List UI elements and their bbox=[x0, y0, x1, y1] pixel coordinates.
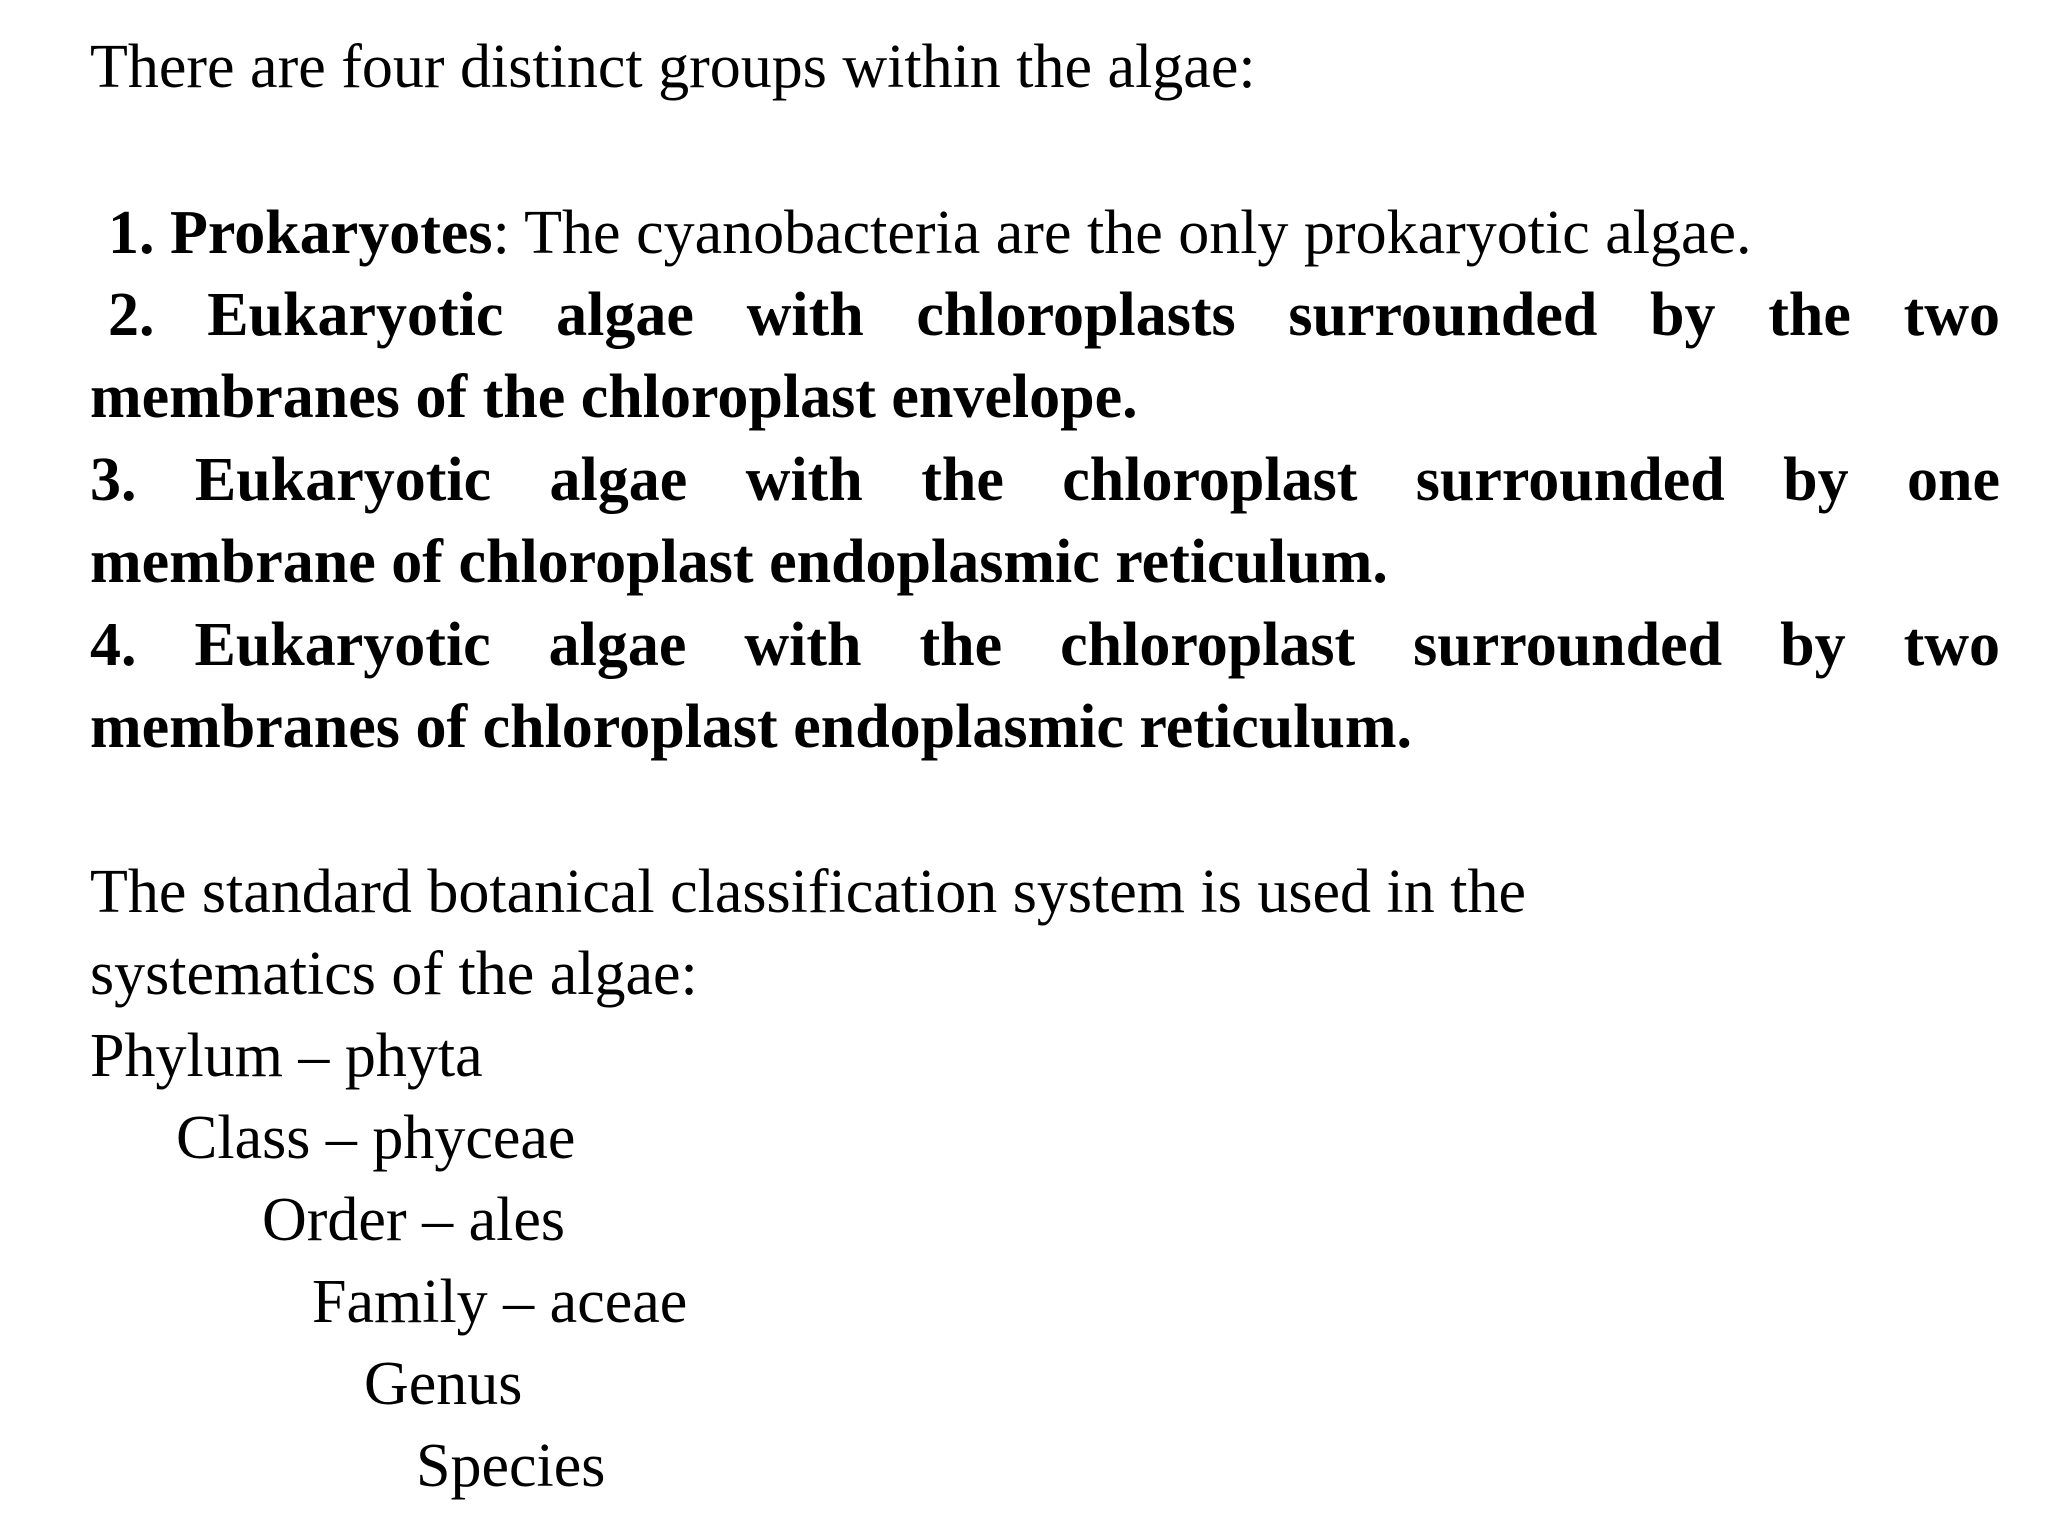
group-4-line-1: 4. Eukaryotic algae with the chloroplast surrounded by two bbox=[90, 611, 2000, 679]
group-1-number: 1. bbox=[108, 199, 155, 267]
rank-phylum: Phylum – phyta bbox=[90, 1022, 483, 1090]
classification-intro-line-2: systematics of the algae: bbox=[90, 940, 698, 1008]
group-1-term: Prokaryotes bbox=[170, 199, 493, 267]
classification-intro-line-1: The standard botanical classification system is used in the bbox=[90, 858, 1526, 926]
group-2-line-1: 2. Eukaryotic algae with chloroplasts surrounded by the two bbox=[108, 281, 2000, 349]
rank-genus: Genus bbox=[364, 1350, 523, 1418]
rank-species: Species bbox=[416, 1432, 606, 1500]
group-3-line-1: 3. Eukaryotic algae with the chloroplast surrounded by one bbox=[90, 446, 2000, 514]
group-1 bbox=[108, 192, 1752, 274]
intro-sentence: There are four distinct groups within the algae: bbox=[90, 33, 1256, 101]
group-3-line-2: membrane of chloroplast endoplasmic reticulum. bbox=[90, 528, 1388, 596]
rank-family: Family – aceae bbox=[312, 1268, 688, 1336]
group-2-line-2: membranes of the chloroplast envelope. bbox=[90, 363, 1138, 431]
group-4-line-2: membranes of chloroplast endoplasmic reticulum. bbox=[90, 693, 1413, 761]
rank-order: Order – ales bbox=[262, 1186, 565, 1254]
rank-class: Class – phyceae bbox=[176, 1104, 576, 1172]
group-1-description: : The cyanobacteria are the only prokaryotic algae. bbox=[492, 199, 1752, 267]
